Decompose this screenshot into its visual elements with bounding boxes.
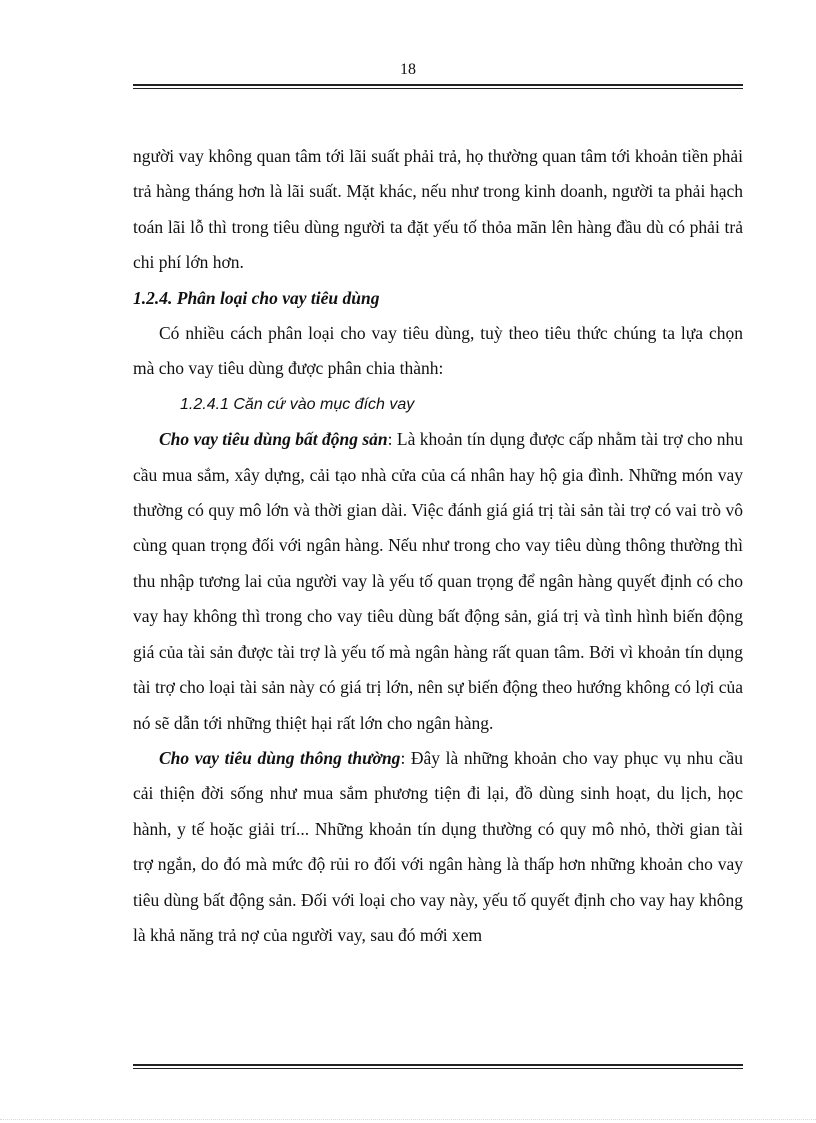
term-real-estate-loan: Cho vay tiêu dùng bất động sản <box>159 429 388 450</box>
document-body <box>133 139 743 953</box>
paragraph-ordinary <box>133 741 743 953</box>
paragraph-continuation: người vay không quan tâm tới lãi suất phải trả, họ thường quan tâm tới khoản tiền phải trả hàng tháng hơn là lãi suất. Mặt khác, nếu như trong kinh doanh, người ta phải hạch toán lãi lỗ thì trong tiêu dùng người ta đặt yếu tố thỏa mãn lên hàng đầu dù có phải trả chi phí lớn hơn. <box>133 146 743 273</box>
paragraph-real-estate-text: : Là khoản tín dụng được cấp nhằm tài trợ cho nhu cầu mua sắm, xây dựng, cải tạo nhà cửa của cá nhân hay hộ gia đình. Những món vay thường có quy mô lớn và thời gian dài. Việc đánh giá giá trị tài sản tài trợ có vai trò vô cùng quan trọng đối với ngân hàng. Nếu như trong cho vay tiêu dùng thông thường thì thu nhập tương lai của người vay là yếu tố quan trọng để ngân hàng quyết định có cho vay hay không thì trong cho vay tiêu dùng bất động sản, giá trị và tình hình biến động giá của tài sản được tài trợ là yếu tố mà ngân hàng rất quan tâm. Bởi vì khoản tín dụng tài trợ cho loại tài sản này có giá trị lớn, nên sự biến động theo hướng không có lợi của nó sẽ dẫn tới những thiệt hại rất lớn cho ngân hàng. <box>133 429 743 733</box>
page-number: 18 <box>400 61 416 78</box>
footer-rule <box>133 1064 743 1069</box>
paragraph-real-estate <box>133 422 743 741</box>
paragraph-intro: Có nhiều cách phân loại cho vay tiêu dùng, tuỳ theo tiêu thức chúng ta lựa chọn mà cho vay tiêu dùng được phân chia thành: <box>133 323 743 379</box>
term-ordinary-loan: Cho vay tiêu dùng thông thường <box>159 747 401 768</box>
page-edge <box>0 1119 816 1121</box>
paragraph-ordinary-text: : Đây là những khoản cho vay phục vụ nhu cầu cải thiện đời sống như mua sắm phương tiện đi lại, đồ dùng sinh hoạt, du lịch, học hành, y tế hoặc giải trí... Những khoản tín dụng thường có quy mô nhỏ, thời gian tài trợ ngắn, do đó mà mức độ rủi ro đối với ngân hàng là thấp hơn những khoản cho vay tiêu dùng bất động sản. Đối với loại cho vay này, yếu tố quyết định cho vay hay không là khả năng trả nợ của người vay, sau đó mới xem <box>133 747 743 945</box>
header-rule <box>133 84 743 89</box>
section-heading: 1.2.4. Phân loại cho vay tiêu dùng <box>133 287 380 308</box>
subsection-heading: 1.2.4.1 Căn cứ vào mục đích vay <box>180 395 415 413</box>
